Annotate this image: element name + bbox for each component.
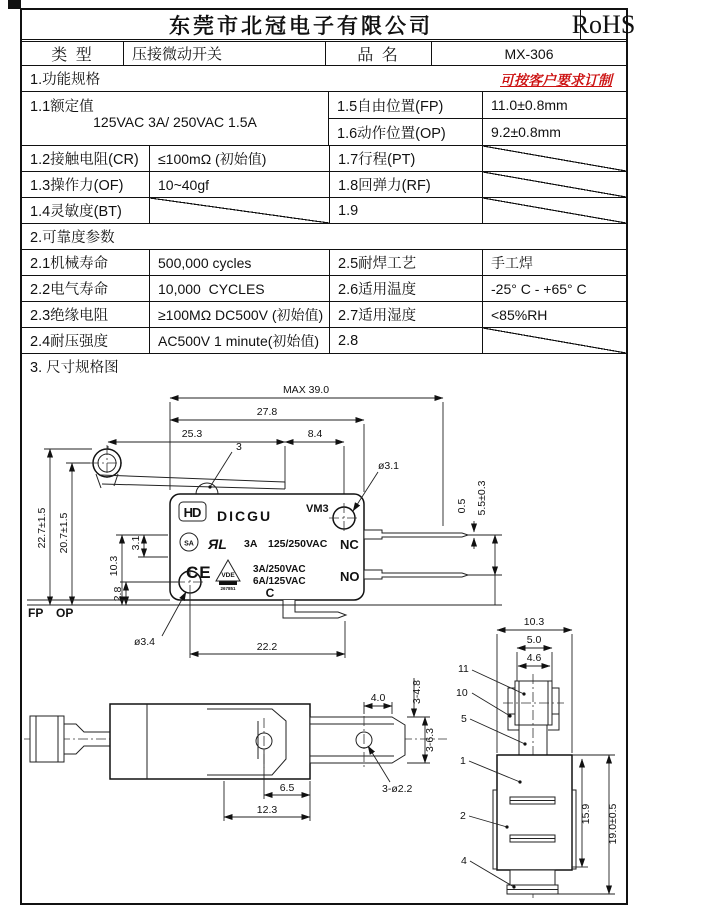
soldering-label: 2.5耐焊工艺 — [329, 250, 482, 275]
pretravel-label: 1.7行程(PT) — [329, 146, 482, 171]
section2-title: 2.可靠度参数 — [30, 230, 115, 246]
contact-resistance-label: 1.2接触电阻(CR) — [30, 152, 139, 168]
mechanical-life-label: 2.1机械寿命 — [30, 256, 109, 272]
operating-force-value: 10~40gf — [149, 172, 329, 197]
part-5: 5 — [461, 713, 467, 725]
dim-20-7: 20.7±1.5 — [58, 512, 70, 554]
temperature-label: 2.6适用温度 — [329, 276, 482, 301]
custom-note: 可按客户要求订制 — [500, 72, 612, 88]
header-row — [22, 9, 636, 42]
csa-mark: SA — [184, 540, 194, 548]
dim-hole-3-4: ø3.4 — [134, 636, 156, 648]
section3-header — [22, 354, 626, 378]
dim-max-width: MAX 39.0 — [282, 384, 330, 396]
section2-header — [22, 224, 626, 250]
dim-5-5: 5.5±0.3 — [476, 480, 488, 516]
common-label: C — [265, 586, 275, 600]
sensitivity-label: 1.4灵敏度(BT) — [30, 204, 122, 220]
dim-3-o2-2: 3-ø2.2 — [382, 783, 413, 795]
operating-position-value: 9.2±0.8mm — [482, 119, 626, 145]
vde-number: 267851 — [220, 586, 236, 591]
dim-4-6: 4.6 — [526, 652, 542, 664]
amp-rating: 3A — [244, 538, 258, 550]
free-position-value: 11.0±0.8mm — [482, 92, 626, 118]
product-row — [22, 42, 626, 66]
dim-22-7: 22.7±1.5 — [36, 507, 48, 549]
dim-5-0: 5.0 — [526, 634, 542, 646]
rated-value: 125VAC 3A/ 250VAC 1.5A — [93, 114, 257, 130]
op-label: OP — [56, 606, 74, 620]
row-2-8-label: 2.8 — [329, 328, 482, 353]
humidity-label: 2.7适用湿度 — [329, 302, 482, 327]
pretravel-value-empty — [482, 146, 626, 171]
dim-0-5: 0.5 — [456, 498, 468, 514]
humidity-value: <85%RH — [482, 302, 626, 327]
row-2-1 — [22, 250, 626, 276]
nc-label: NC — [340, 537, 359, 552]
dim-2-8: 2.8 — [112, 586, 124, 602]
dim-6-5: 6.5 — [279, 782, 295, 794]
sensitivity-value-empty — [149, 198, 329, 223]
ul-mark: ЯL — [208, 536, 227, 552]
callout-3: 3 — [236, 441, 242, 453]
rohs-badge: RoHS — [571, 9, 636, 39]
operating-force-label: 1.3操作力(OF) — [30, 178, 124, 194]
dim-15-9: 15.9 — [580, 803, 592, 825]
row-1-4 — [22, 198, 626, 224]
contact-resistance-value: ≤100mΩ (初始值) — [149, 146, 329, 171]
rated-value-cell — [22, 92, 328, 145]
dimension-drawing — [22, 378, 626, 903]
no-label: NO — [340, 569, 360, 584]
type-value: 压接微动开关 — [123, 42, 325, 65]
row-2-8-value-empty — [482, 328, 626, 353]
dielectric-strength-label: 2.4耐压强度 — [30, 334, 109, 350]
soldering-value: 手工焊 — [482, 250, 626, 275]
fp-label: FP — [28, 606, 44, 620]
row-1-1 — [22, 92, 626, 146]
rating2: 6A/125VAC — [253, 576, 306, 587]
model-mark: VM3 — [306, 503, 329, 515]
volt-rating: 125/250VAC — [268, 538, 328, 550]
dim-10-3-end: 10.3 — [523, 616, 545, 628]
part-4: 4 — [461, 855, 467, 867]
dim-12-3: 12.3 — [256, 804, 278, 816]
section3-title: 3. 尺寸规格图 — [30, 359, 119, 376]
dim-4-0: 4.0 — [370, 692, 386, 704]
release-force-value-empty — [482, 172, 626, 197]
dim-hole-3-1: ø3.1 — [378, 460, 400, 472]
name-label: 品 名 — [325, 42, 431, 65]
part-10: 10 — [456, 687, 468, 699]
rated-value-label: 1.1额定值 — [30, 99, 94, 115]
dielectric-strength-value: AC500V 1 minute(初始值) — [149, 328, 329, 353]
main-view — [27, 384, 502, 658]
sheet-frame — [20, 8, 636, 905]
section1-title: 1.功能规格 — [30, 72, 101, 88]
bottom-view — [24, 678, 447, 821]
fp-op-cells — [328, 92, 626, 145]
operating-position-label: 1.6动作位置(OP) — [337, 125, 446, 142]
company-name: 东莞市北冠电子有限公司 — [169, 14, 433, 38]
dim-8-4: 8.4 — [307, 428, 323, 440]
dim-3-1: 3.1 — [130, 535, 142, 551]
row-1-2 — [22, 146, 626, 172]
row-1-9-label: 1.9 — [329, 198, 482, 223]
release-force-label: 1.8回弹力(RF) — [329, 172, 482, 197]
mechanical-life-value: 500,000 cycles — [149, 250, 329, 275]
electrical-life-value: 10,000 CYCLES — [149, 276, 329, 301]
dim-19-0: 19.0±0.5 — [607, 803, 619, 845]
insulation-resistance-value: ≥100MΩ DC500V (初始值) — [149, 302, 329, 327]
dim-3-4-8: 3-4.8 — [411, 680, 423, 704]
ce-mark: CE — [186, 563, 212, 582]
row-1-9-value-empty — [482, 198, 626, 223]
brand-logo: HD — [183, 505, 201, 520]
row-1-3 — [22, 172, 626, 198]
insulation-resistance-label: 2.3绝缘电阻 — [30, 308, 109, 324]
row-1-5 — [329, 92, 626, 119]
row-1-6 — [329, 119, 626, 145]
temperature-value: -25° C - +65° C — [482, 276, 626, 301]
row-2-4 — [22, 328, 626, 354]
dim-25-3: 25.3 — [181, 428, 203, 440]
dim-22-2: 22.2 — [256, 641, 278, 653]
free-position-label: 1.5自由位置(FP) — [337, 98, 444, 115]
end-view — [456, 616, 619, 898]
part-2: 2 — [460, 810, 466, 822]
row-2-3 — [22, 302, 626, 328]
name-value: MX-306 — [431, 42, 626, 65]
dim-10-3-left: 10.3 — [108, 555, 120, 577]
vde-mark: VDE — [221, 572, 235, 579]
part-11: 11 — [458, 663, 469, 675]
type-label: 类 型 — [51, 47, 94, 64]
brand-name: DICGU — [217, 508, 273, 524]
rating1: 3A/250VAC — [253, 564, 306, 575]
section1-header — [22, 66, 626, 92]
dim-3-6-3: 3-6.3 — [424, 728, 436, 752]
electrical-life-label: 2.2电气寿命 — [30, 282, 109, 298]
dim-27-8: 27.8 — [256, 406, 278, 418]
part-1: 1 — [460, 755, 466, 767]
row-2-2 — [22, 276, 626, 302]
